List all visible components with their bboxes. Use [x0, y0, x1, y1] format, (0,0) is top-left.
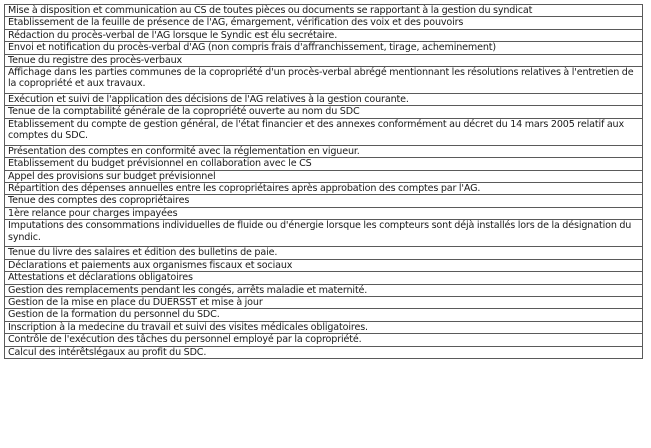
table-cell[interactable]: Tenue de la comptabilité générale de la copropriété ouverte au nom du SDC	[5, 106, 643, 118]
table-row	[5, 118, 643, 145]
table-row	[5, 183, 643, 195]
table-row	[5, 296, 643, 308]
table-row	[5, 259, 643, 271]
table-cell[interactable]: Rédaction du procès-verbal de l'AG lorsque le Syndic est élu secrétaire.	[5, 29, 643, 41]
table-row	[5, 170, 643, 182]
table-row	[5, 29, 643, 41]
table-cell[interactable]: Déclarations et paiements aux organismes fiscaux et sociaux	[5, 259, 643, 271]
table-row	[5, 220, 643, 247]
table-cell[interactable]: Inscription à la medecine du travail et suivi des visites médicales obligatoires.	[5, 321, 643, 333]
table-cell[interactable]: Tenue du livre des salaires et édition des bulletins de paie.	[5, 247, 643, 259]
table-cell[interactable]: Présentation des comptes en conformité avec la réglementation en vigueur.	[5, 145, 643, 157]
table-cell[interactable]: 1ère relance pour charges impayées	[5, 207, 643, 219]
table-row	[5, 145, 643, 157]
table-row	[5, 346, 643, 358]
table-row	[5, 272, 643, 284]
table-cell[interactable]: Etablissement du budget prévisionnel en collaboration avec le CS	[5, 158, 643, 170]
table-row	[5, 195, 643, 207]
table-row	[5, 94, 643, 106]
table-cell[interactable]: Etablissement de la feuille de présence de l'AG, émargement, vérification des voix et des pouvoirs	[5, 17, 643, 29]
table-cell[interactable]: Calcul des intérêtslégaux au profit du SDC.	[5, 346, 643, 358]
table-row	[5, 309, 643, 321]
table-row	[5, 54, 643, 66]
table-row	[5, 284, 643, 296]
table-cell[interactable]: Imputations des consommations individuelles de fluide ou d'énergie lorsque les compteurs sont déjà installés lors de la désignation du syndic.	[5, 220, 643, 247]
table-row	[5, 42, 643, 54]
table-cell[interactable]: Répartition des dépenses annuelles entre les copropriétaires après approbation des comptes par l'AG.	[5, 183, 643, 195]
table-cell[interactable]: Exécution et suivi de l'application des décisions de l'AG relatives à la gestion courante.	[5, 94, 643, 106]
table-row	[5, 321, 643, 333]
table-row	[5, 334, 643, 346]
table-cell[interactable]: Envoi et notification du procès-verbal d'AG (non compris frais d'affranchissement, tirage, acheminement)	[5, 42, 643, 54]
table-cell[interactable]: Gestion des remplacements pendant les congés, arrêts maladie et maternité.	[5, 284, 643, 296]
table-cell[interactable]: Tenue des comptes des copropriétaires	[5, 195, 643, 207]
table-row	[5, 5, 643, 17]
table-cell[interactable]: Tenue du registre des procès-verbaux	[5, 54, 643, 66]
table-cell[interactable]: Appel des provisions sur budget prévisionnel	[5, 170, 643, 182]
table-cell[interactable]: Etablissement du compte de gestion général, de l'état financier et des annexes conformément au décret du 14 mars 2005 relatif aux comptes du SDC.	[5, 118, 643, 145]
table-row	[5, 17, 643, 29]
table-cell[interactable]: Mise à disposition et communication au CS de toutes pièces ou documents se rapportant à la gestion du syndicat	[5, 5, 643, 17]
table-cell[interactable]: Gestion de la formation du personnel du SDC.	[5, 309, 643, 321]
table-cell[interactable]: Gestion de la mise en place du DUERSST et mise à jour	[5, 296, 643, 308]
table-cell[interactable]: Contrôle de l'exécution des tâches du personnel employé par la copropriété.	[5, 334, 643, 346]
table-cell[interactable]: Attestations et déclarations obligatoires	[5, 272, 643, 284]
table-row	[5, 106, 643, 118]
table-row	[5, 207, 643, 219]
table-row	[5, 247, 643, 259]
services-table	[4, 4, 643, 359]
table-row	[5, 67, 643, 94]
table-row	[5, 158, 643, 170]
table-cell[interactable]: Affichage dans les parties communes de la copropriété d'un procès-verbal abrégé mentionnant les résolutions relatives à l'entretien de la copropriété et aux travaux.	[5, 67, 643, 94]
